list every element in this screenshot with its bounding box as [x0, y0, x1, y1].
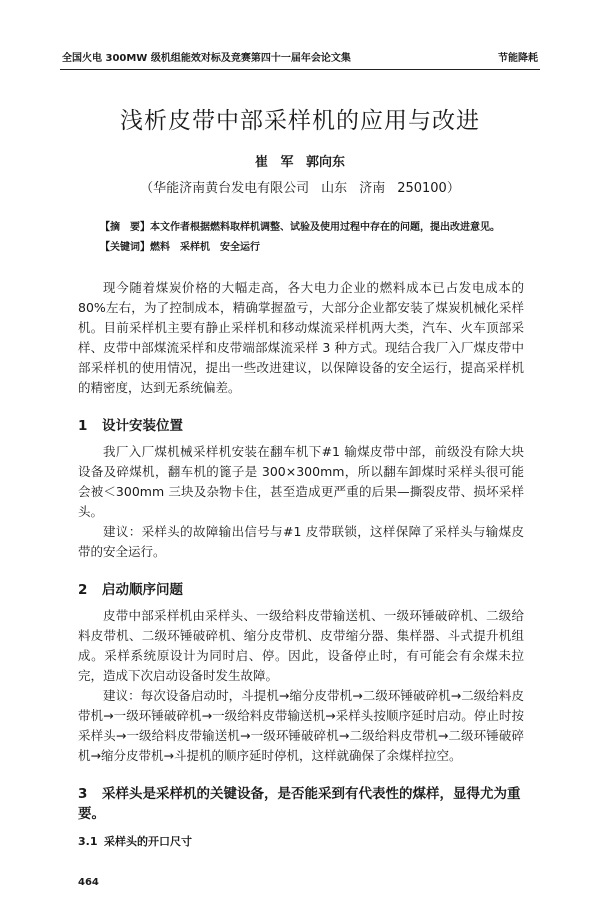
affiliation-zip: 250100） — [397, 181, 460, 196]
section-number: 3 — [78, 786, 88, 802]
paragraph: 建议：每次设备启动时，斗提机→缩分皮带机→二级环锤破碎机→二级给料皮带机→一级环锤破碎机→一级给料皮带输送机→采样头按顺序延时启动。停止时按采样头→一级给料皮带输送机→一级环锤破碎机→二级给料皮带机→二级环锤破碎机→缩分皮带机→斗提机的顺序延时停机，这样就确保了余煤样拉空。 — [78, 688, 524, 763]
section-heading — [78, 784, 540, 824]
paragraph: 我厂入厂煤机械采样机安装在翻车机下#1 输煤皮带中部，前级没有除大块设备及碎煤机，翻车机的篦子是 300×300mm，所以翻车卸煤时采样头很可能会被＜300mm 三块及杂物卡住，甚至造成更严重的后果—撕裂皮带、损坏采样头。 — [78, 444, 524, 519]
header-category: 节能降耗 — [498, 53, 538, 64]
affiliation-city: 济南 — [359, 181, 386, 196]
abstract — [100, 220, 540, 236]
keywords-text: 燃料 采样机 安全运行 — [150, 242, 260, 253]
keywords-label: 【关键词】 — [100, 242, 150, 253]
paragraph: 现今随着煤炭价格的大幅走高，各大电力企业的燃料成本已占发电成本的 80%左右，为了控制成本，精确掌握盈亏，大部分企业都安装了煤炭机械化采样机。目前采样机主要有静止采样机和移动煤流采样机两大类，汽车、火车顶部采样、皮带中部煤流采样和皮带端部煤流采样 3 种方式。现结合我厂入厂煤皮带中部采样机的使用情况，提出一些改进建议，以保障设备的安全运行，提高采样机的精密度，达到无系统偏差。 — [78, 280, 524, 395]
subsection-number: 3.1 — [78, 835, 98, 848]
section-title: 设计安装位置 — [102, 418, 183, 434]
section-heading — [78, 580, 540, 600]
keywords — [100, 240, 540, 256]
section-number: 2 — [78, 582, 88, 598]
running-header — [62, 52, 538, 66]
section-heading — [78, 416, 540, 436]
abstract-label: 【摘 要】 — [100, 222, 150, 233]
subsection-heading — [78, 834, 540, 850]
header-journal: 全国火电 300MW 级机组能效对标及竞赛第四十一届年会论文集 — [62, 53, 351, 64]
affiliation — [60, 180, 540, 198]
section-1-body — [78, 442, 524, 562]
affiliation-province: 山东 — [321, 181, 348, 196]
intro-paragraph — [78, 278, 524, 398]
authors: 崔 军 郭向东 — [254, 155, 346, 170]
subsection-title: 采样头的开口尺寸 — [104, 835, 192, 848]
section-number: 1 — [78, 418, 88, 434]
section-title: 启动顺序问题 — [102, 582, 183, 598]
paragraph: 皮带中部采样机由采样头、一级给料皮带输送机、一级环锤破碎机、二级给料皮带机、二级环锤破碎机、缩分皮带机、皮带缩分器、集样器、斗式提升机组成。采样系统原设计为同时启、停。因此，设备停止时，有可能会有余煤未拉完，造成下次启动设备时发生故障。 — [78, 608, 524, 683]
page-number: 464 — [78, 877, 99, 888]
affiliation-org: （华能济南黄台发电有限公司 — [140, 181, 310, 196]
paragraph: 建议：采样头的故障输出信号与#1 皮带联锁，这样保障了采样头与输煤皮带的安全运行。 — [78, 524, 524, 559]
abstract-text: 本文作者根据燃料取样机调整、试验及使用过程中存在的问题，提出改进意见。 — [150, 222, 500, 233]
section-title: 采样头是采样机的关键设备，是否能采到有代表性的煤样，显得尤为重要。 — [78, 786, 521, 822]
paper-title: 浅析皮带中部采样机的应用与改进 — [120, 108, 480, 134]
section-2-body — [78, 606, 524, 766]
header-rule — [60, 69, 540, 70]
